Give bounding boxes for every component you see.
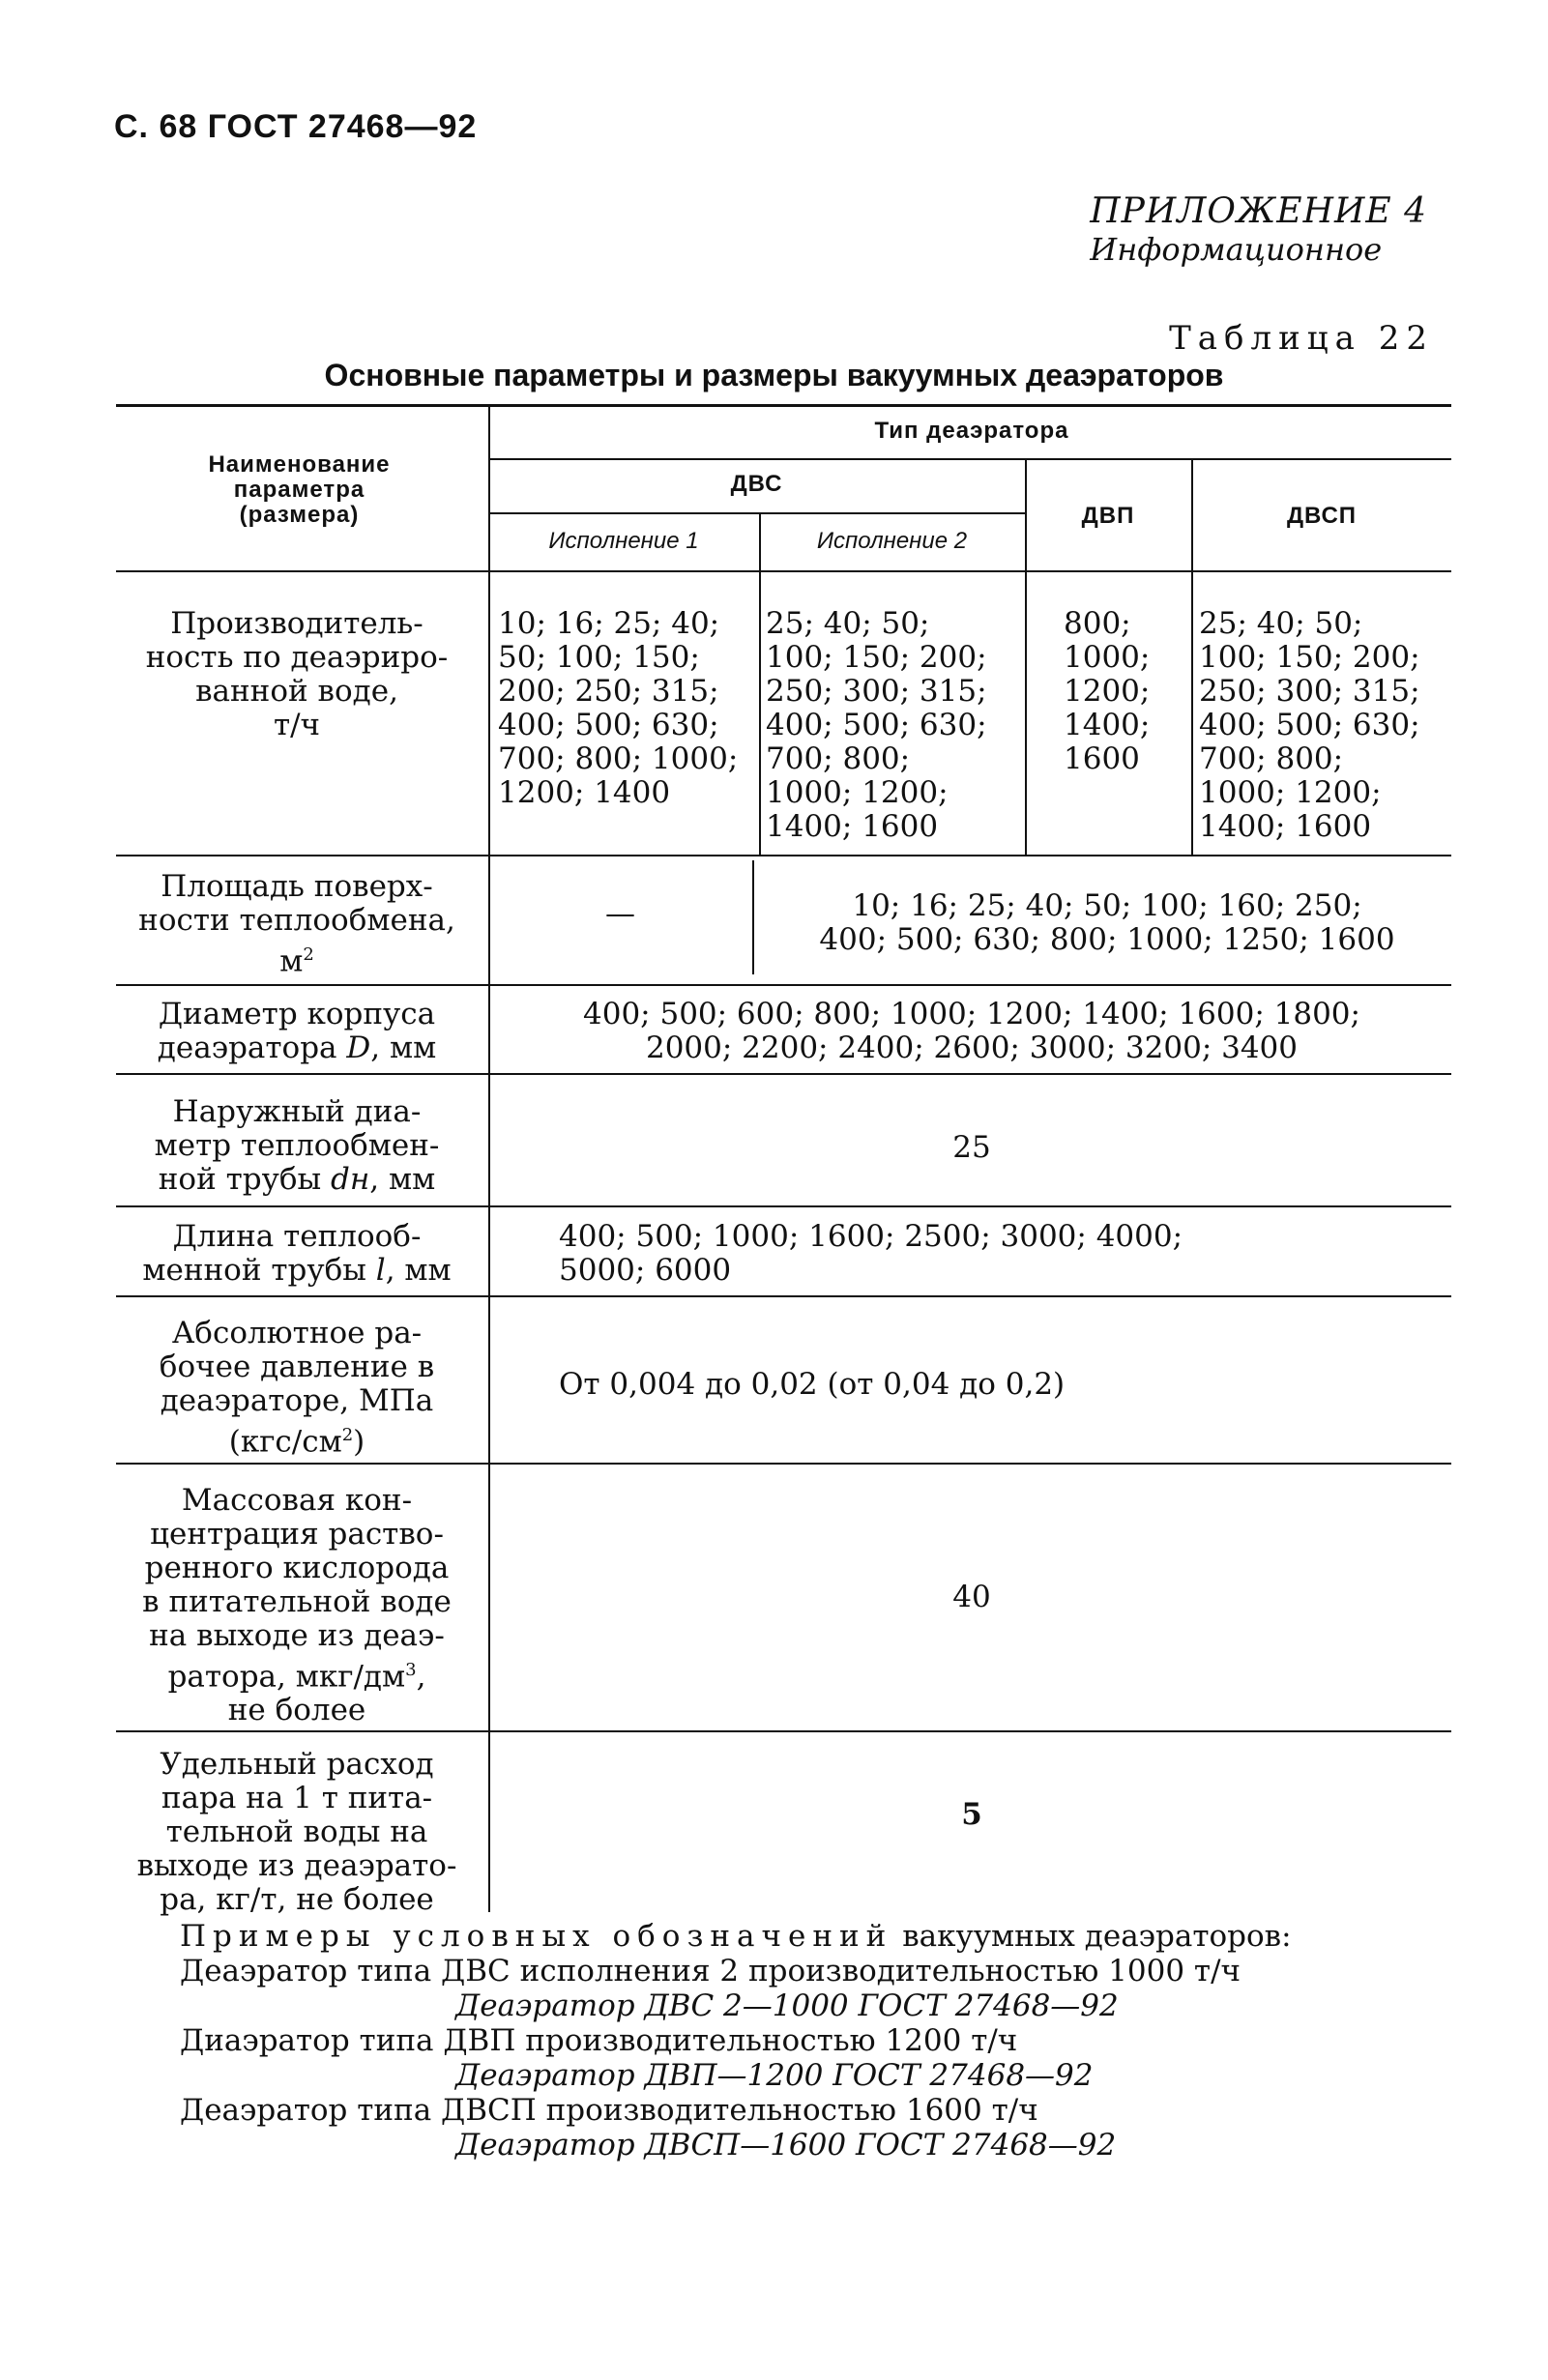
row-rule <box>116 984 1451 986</box>
table-number: Таблица 22 <box>1169 319 1434 358</box>
row-tube-diameter-value: 25 <box>952 1130 991 1165</box>
row-capacity-dvs-v1: 10; 16; 25; 40; 50; 100; 150; 200; 250; 315; 400; 500; 630; 700; 800; 1000; 1200; 1400 <box>498 606 739 810</box>
examples-heading <box>180 1919 1437 1954</box>
row-pressure-param <box>118 1317 476 1459</box>
table-title: Основные параметры и размеры вакуумных деаэраторов <box>324 358 1224 392</box>
header-dvsp: ДВСП <box>1286 503 1358 529</box>
page-header: С. 68 ГОСТ 27468—92 <box>114 108 478 145</box>
examples-section <box>180 1919 1437 2162</box>
row-rule <box>116 1463 1451 1465</box>
row-oxygen-param-tail: , не более <box>227 1659 426 1728</box>
row-pressure-param-sup: 2 <box>341 1425 354 1445</box>
row-tube-length-value: 400; 500; 1000; 1600; 2500; 3000; 4000; 5000; 6000 <box>559 1219 1183 1288</box>
appendix-label <box>1090 191 1427 268</box>
row-tube-length-param <box>118 1220 476 1288</box>
example-code: Деаэратор ДВСП—1600 ГОСТ 27468—92 <box>455 2128 1117 2162</box>
example-code: Деаэратор ДВП—1200 ГОСТ 27468—92 <box>455 2058 1094 2093</box>
row-oxygen-param <box>118 1484 476 1727</box>
row-tube-length-param-var: l <box>375 1253 386 1288</box>
example-code: Деаэратор ДВС 2—1000 ГОСТ 27468—92 <box>455 1988 1119 2023</box>
row-capacity-param: Производитель- ность по деаэриро- ванной воде, т/ч <box>145 606 449 742</box>
example-text: Деаэратор типа ДВСП производительностью 1600 т/ч <box>180 2093 1038 2128</box>
row-body-diameter-value: 400; 500; 600; 800; 1000; 1200; 1400; 1600; 1800; 2000; 2200; 2400; 2600; 3000; 3200; 3400 <box>583 997 1360 1065</box>
dvs-version-rule <box>759 512 761 855</box>
row-body-diameter-param <box>118 998 476 1065</box>
row-steam-value: 5 <box>961 1797 982 1832</box>
row-tube-diameter-param-text: Наружный диа- метр теплообмен- ной трубы <box>154 1094 440 1197</box>
row-area-dvs-v1: — <box>605 896 635 931</box>
row-rule <box>116 1295 1451 1297</box>
row-tube-length-param-text: Длина теплооб- менной трубы <box>142 1219 422 1288</box>
header-bottom-rule <box>116 570 1451 572</box>
row-oxygen-param-text: Массовая кон- центрация раство- ренного кислорода в питательной воде на выходе из деаэ- ратора, мкг/дм <box>142 1483 452 1695</box>
row-capacity-dvsp: 25; 40; 50; 100; 150; 200; 250; 300; 315; 400; 500; 630; 700; 800; 1000; 1200; 1400; 1600 <box>1199 606 1420 844</box>
header-dvs-v2: Исполнение 2 <box>816 528 968 554</box>
examples-title-tail: вакуумных деаэраторов: <box>902 1919 1292 1954</box>
row-area-param-sup: 2 <box>303 944 314 965</box>
row-rule <box>116 1730 1451 1732</box>
row-pressure-value: От 0,004 до 0,02 (от 0,04 до 0,2) <box>559 1367 1066 1402</box>
row-body-diameter-param-var: D <box>346 1030 371 1065</box>
row-oxygen-param-sup: 3 <box>405 1660 417 1680</box>
header-dvp: ДВП <box>1081 503 1135 529</box>
header-param-name: Наименование параметра (размера) <box>208 451 391 528</box>
header-dvs: ДВС <box>730 471 783 497</box>
header-dvs-v1: Исполнение 1 <box>548 528 699 554</box>
row-pressure-param-text: Абсолютное ра- бочее давление в деаэраторе, МПа (кгс/см <box>159 1316 435 1460</box>
row-body-diameter-param-unit: , мм <box>370 1030 437 1065</box>
row-rule <box>116 855 1451 856</box>
row-steam-param: Удельный расход пара на 1 т пита- тельной воды на выходе из деаэрато- ра, кг/т, не более <box>136 1747 457 1917</box>
row-tube-length-param-unit: , мм <box>385 1253 452 1288</box>
appendix-subtitle: Информационное <box>1090 231 1383 268</box>
table-top-rule <box>116 404 1451 407</box>
row-pressure-param-tail: ) <box>353 1424 365 1460</box>
row-area-param <box>118 870 476 978</box>
row-capacity-dvp: 800; 1000; 1200; 1400; 1600 <box>1064 606 1151 776</box>
row-body-diameter-param-text: Диаметр корпуса деаэратора <box>157 997 436 1065</box>
row-rule <box>116 1073 1451 1075</box>
header-rule-type <box>488 458 1451 460</box>
appendix-title: ПРИЛОЖЕНИЕ 4 <box>1090 191 1427 231</box>
row-tube-diameter-param-var: dн <box>331 1162 370 1197</box>
row-tube-diameter-param-unit: , мм <box>369 1162 436 1197</box>
example-text: Диаэратор типа ДВП производительностью 1200 т/ч <box>180 2023 1018 2058</box>
row-capacity-dvs-v2: 25; 40; 50; 100; 150; 200; 250; 300; 315; 400; 500; 630; 700; 800; 1000; 1200; 1400; 1600 <box>766 606 987 844</box>
row-area-other: 10; 16; 25; 40; 50; 100; 160; 250; 400; 500; 630; 800; 1000; 1250; 1600 <box>819 888 1395 957</box>
area-row-rule <box>752 860 754 974</box>
examples-title: Примеры условных обозначений <box>180 1919 893 1954</box>
example-text: Деаэратор типа ДВС исполнения 2 производительностью 1000 т/ч <box>180 1954 1241 1988</box>
header-type: Тип деаэратора <box>874 418 1069 444</box>
header-rule-dvs <box>488 512 1025 514</box>
row-oxygen-value: 40 <box>952 1580 991 1614</box>
row-rule <box>116 1205 1451 1207</box>
row-tube-diameter-param <box>118 1095 476 1197</box>
row-area-param-text: Площадь поверх- ности теплообмена, м <box>138 869 455 979</box>
